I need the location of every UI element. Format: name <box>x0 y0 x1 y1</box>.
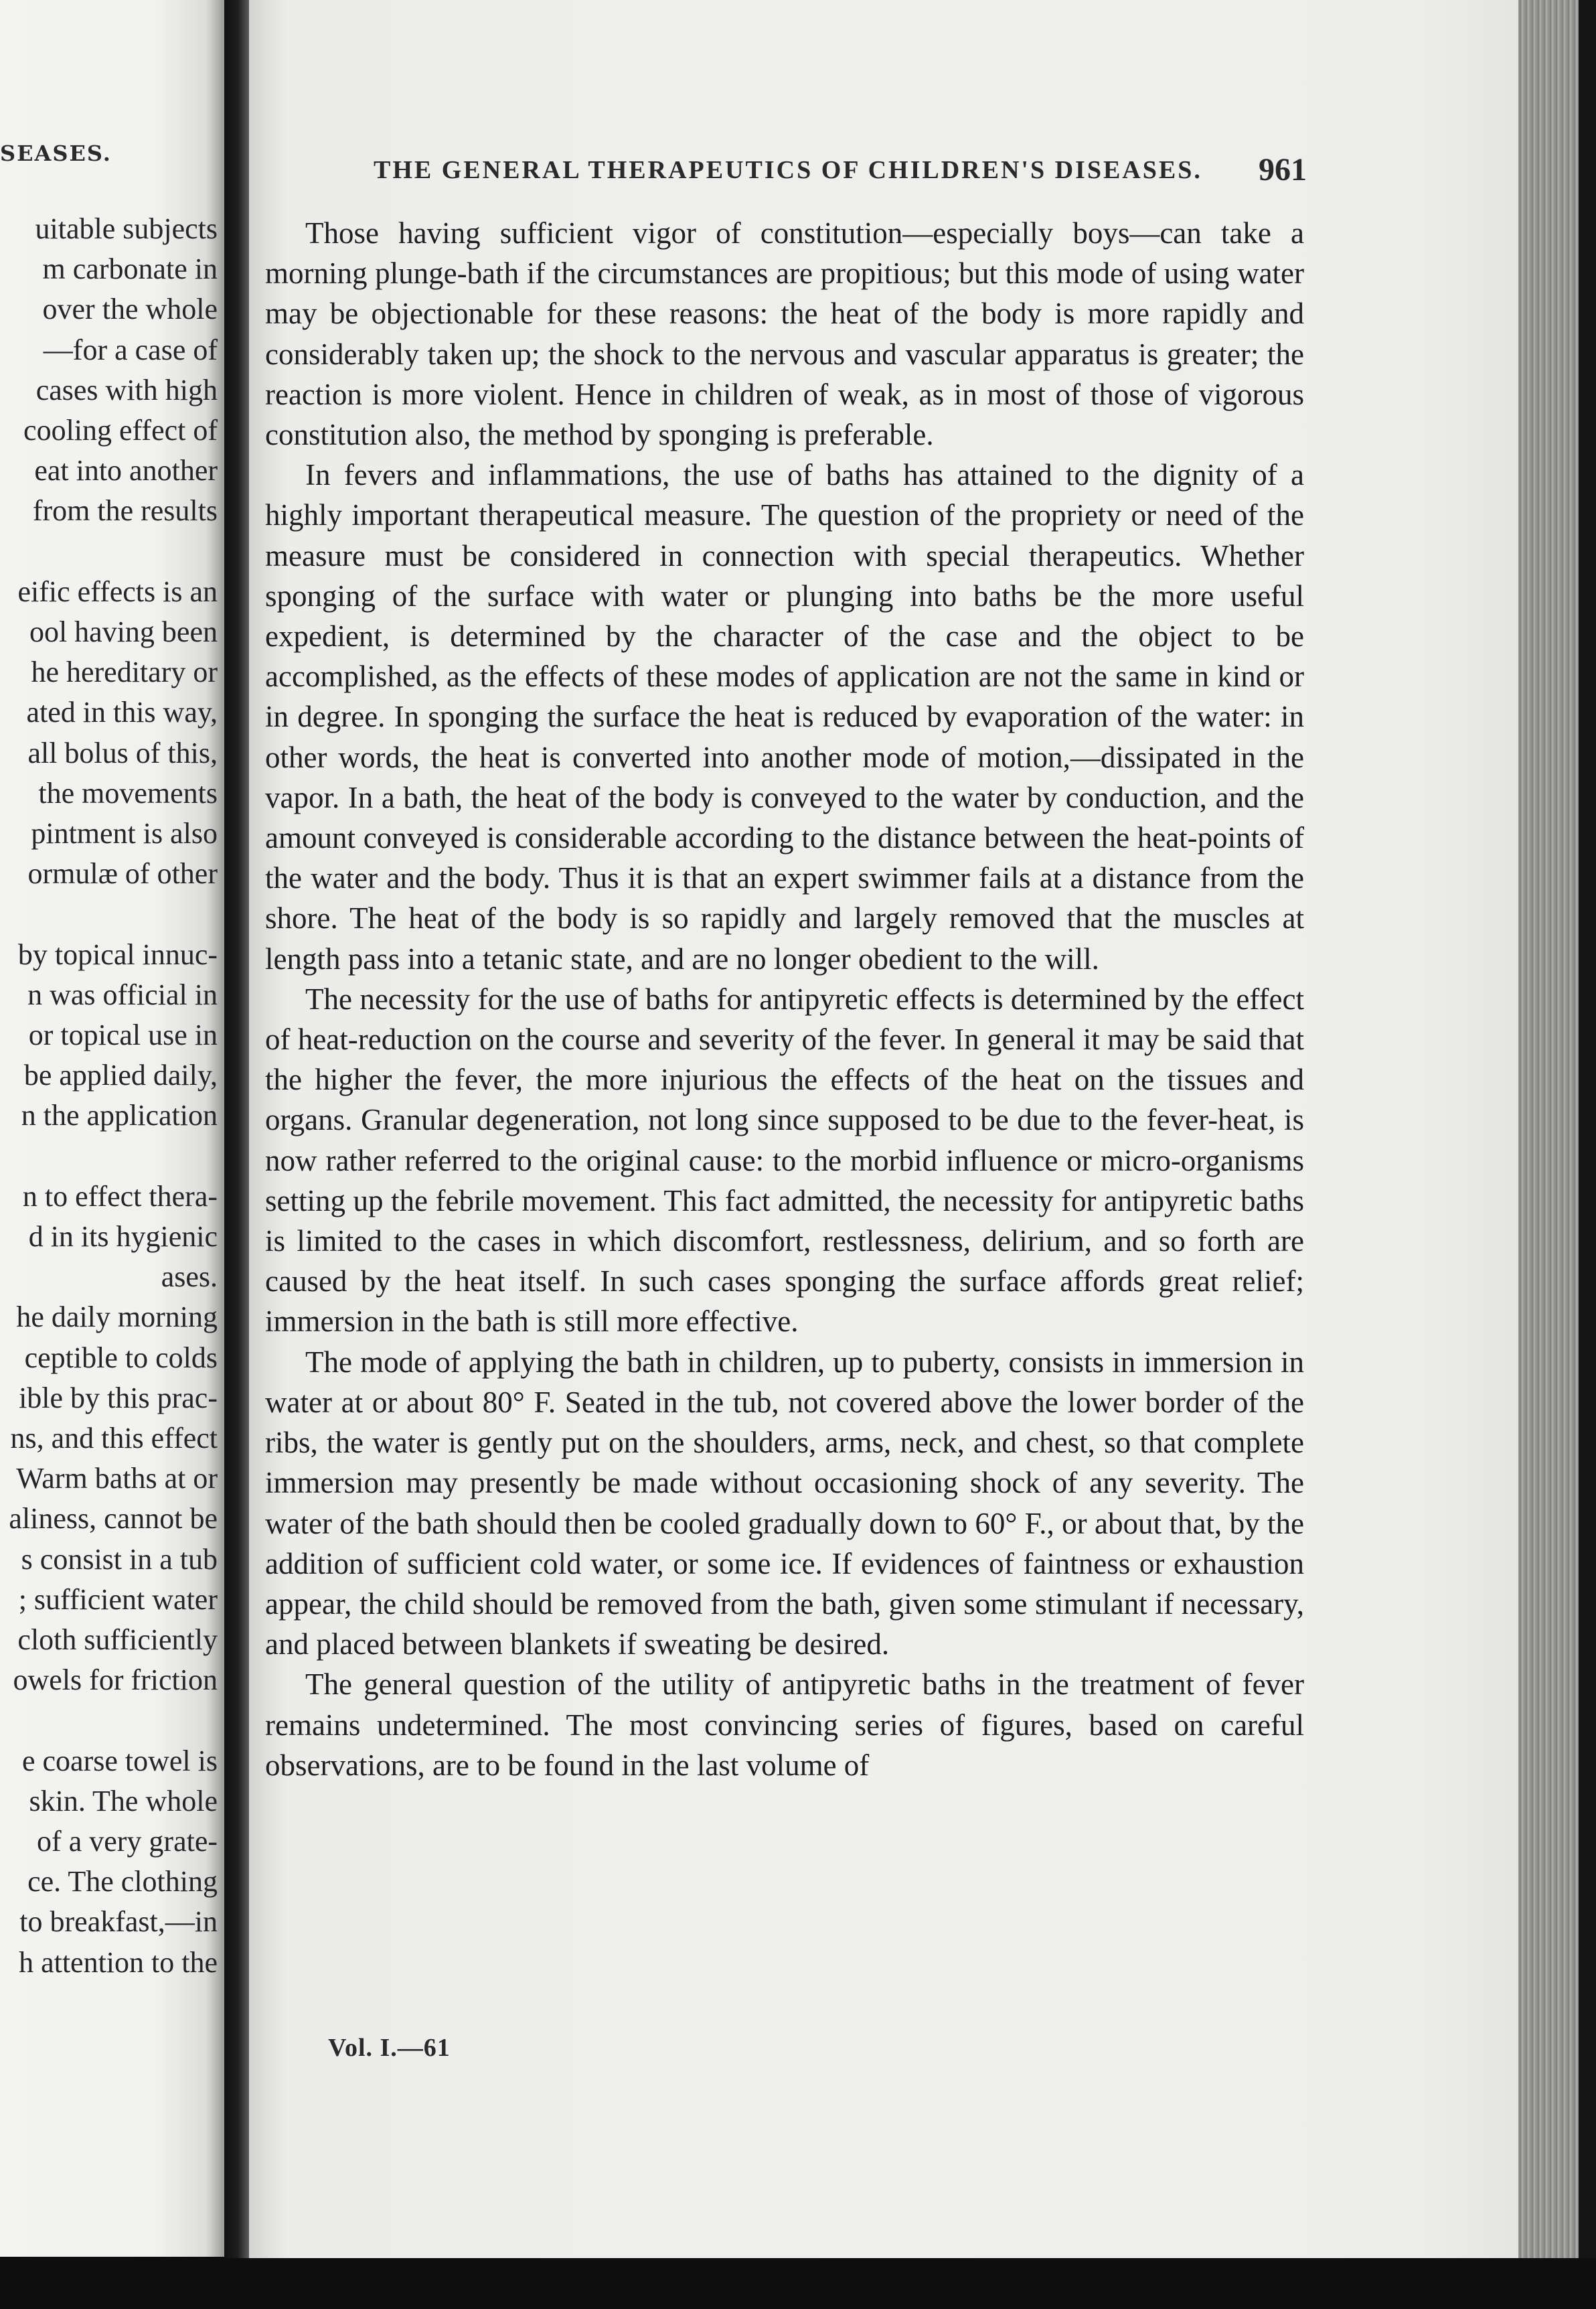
paragraph: The mode of applying the bath in children, up to puberty, consists in immersion in water at or about 80° F. Seated in the tub, not covered above the lower border of the ribs, the water is gently put on the shoulders, arms, neck, and chest, so that complete immersion may presently be made without occasioning shock of any severity. The water of the bath should then be cooled gradually down to 60° F., or about that, by the addition of sufficient cold water, or some ice. If evidences of faintness or exhaustion appear, the child should be removed from the bath, given some stimulant if necessary, and placed between blankets if sweating be desired. <box>265 1345 1304 1661</box>
edge-shadow <box>1579 0 1596 2309</box>
left-page-line: eific effects is an <box>17 575 218 608</box>
left-page-line: ated in this way, <box>26 696 218 729</box>
left-page-line: n the application <box>21 1099 218 1132</box>
left-page-line: ; sufficient water <box>18 1582 218 1616</box>
left-page-line: of a very grate- <box>37 1825 218 1858</box>
left-page-line: ool having been <box>29 615 218 648</box>
left-page-line: owels for friction <box>13 1663 218 1697</box>
paragraph: In fevers and inflammations, the use of baths has attained to the dignity of a highly important therapeutical measure. The question of the propriety or need of the measure must be considered in connection with special therapeutics. Whether sponging of the surface with water or plunging into baths be the more useful expedient, is determined by the character of the case and the object to be accomplished, as the effects of these modes of application are not the same in kind or in degree. In sponging the surface the heat is reduced by evaporation of the water: in other words, the heat is converted into another mode of motion,—dissipated in the vapor. In a bath, the heat of the body is conveyed to the water by conduction, and the amount conveyed is considerable according to the distance between the heat-points of the water and the body. Thus it is that an expert swimmer fails at a distance from the shore. The heat of the body is so rapidly and largely removed that the muscles at length pass into a tetanic state, and are no longer obedient to the will. <box>265 458 1304 976</box>
left-page-line: ormulæ of other <box>27 857 218 891</box>
left-page-line: he daily morning <box>16 1300 218 1334</box>
left-page-line: cases with high <box>35 373 218 406</box>
running-header: THE GENERAL THERAPEUTICS OF CHILDREN'S DISEASES. <box>374 156 1202 184</box>
left-page-line: cooling effect of <box>23 414 218 447</box>
left-page-line: from the results <box>32 494 218 528</box>
left-page-line: all bolus of this, <box>27 736 218 769</box>
left-page-line: Warm baths at or <box>16 1462 218 1495</box>
page-number: 961 <box>1259 152 1307 188</box>
left-page-line: ible by this prac- <box>19 1381 218 1414</box>
left-page-line: ceptible to colds <box>24 1341 218 1374</box>
left-page-line: or topical use in <box>28 1019 218 1051</box>
left-page-line: ns, and this effect <box>10 1422 218 1455</box>
left-page-line: over the whole <box>42 293 218 326</box>
body-text <box>265 213 1304 1785</box>
left-page-line: d in its hygienic <box>28 1220 218 1253</box>
left-page-running-header: SEASES. <box>0 141 112 166</box>
left-page-line: e coarse towel is <box>22 1744 218 1777</box>
left-page-line: s consist in a tub <box>21 1542 218 1576</box>
left-page-line: —for a case of <box>43 333 218 366</box>
page-edge-stack <box>1518 0 1579 2263</box>
left-page-text-column <box>0 0 218 2257</box>
left-page-line: n was official in <box>27 978 218 1011</box>
left-page-line: m carbonate in <box>42 252 218 286</box>
left-page-line: eat into another <box>34 454 218 488</box>
paragraph: The necessity for the use of baths for antipyretic effects is determined by the effect of heat-reduction on the course and severity of the fever. In general it may be said that the higher the fever, the more injurious the effects of the heat on the tissues and organs. Granular degeneration, not long since supposed to be due to the fever-heat, is now rather referred to the original cause: to the morbid influence or micro-organisms setting up the febrile movement. This fact admitted, the necessity for antipyretic baths is limited to the cases in which discomfort, restlessness, delirium, and so forth are caused by the heat itself. In such cases sponging the surface affords great relief; immersion in the bath is still more effective. <box>265 982 1304 1339</box>
left-page-line: ases. <box>161 1260 218 1294</box>
left-page-line: cloth sufficiently <box>17 1623 218 1656</box>
left-page-line: he hereditary or <box>31 656 218 689</box>
left-page-line: uitable subjects <box>35 212 218 245</box>
left-page-line: be applied daily, <box>23 1059 218 1092</box>
signature-mark: Vol. I.—61 <box>328 2034 451 2062</box>
left-page-line: aliness, cannot be <box>9 1502 218 1536</box>
left-page-line: ce. The clothing <box>27 1865 218 1898</box>
left-page-line: n to effect thera- <box>22 1179 218 1213</box>
left-page-line: h attention to the <box>19 1945 218 1979</box>
paragraph: Those having sufficient vigor of constitution—especially boys—can take a morning plunge-bath if the circumstances are propitious; but this mode of using water may be objectionable for these reasons: the heat of the body is more rapidly and considerably taken up; the shock to the nervous and vascular apparatus is greater; the reaction is more violent. Hence in children of weak, as in most of those of vigorous constitution also, the method by sponging is preferable. <box>265 216 1304 452</box>
left-facing-page <box>0 0 224 2257</box>
left-page-line: by topical innuc- <box>17 938 218 971</box>
bottom-shadow <box>0 2258 1596 2309</box>
left-page-line: skin. The whole <box>29 1784 218 1817</box>
paragraph: The general question of the utility of antipyretic baths in the treatment of fever remains undetermined. The most convincing series of figures, based on careful observations, are to be found in the last volume of <box>265 1667 1304 1782</box>
left-page-line: to breakfast,—in <box>19 1905 218 1939</box>
left-page-line: pintment is also <box>31 817 218 850</box>
left-page-line: the movements <box>38 776 218 810</box>
